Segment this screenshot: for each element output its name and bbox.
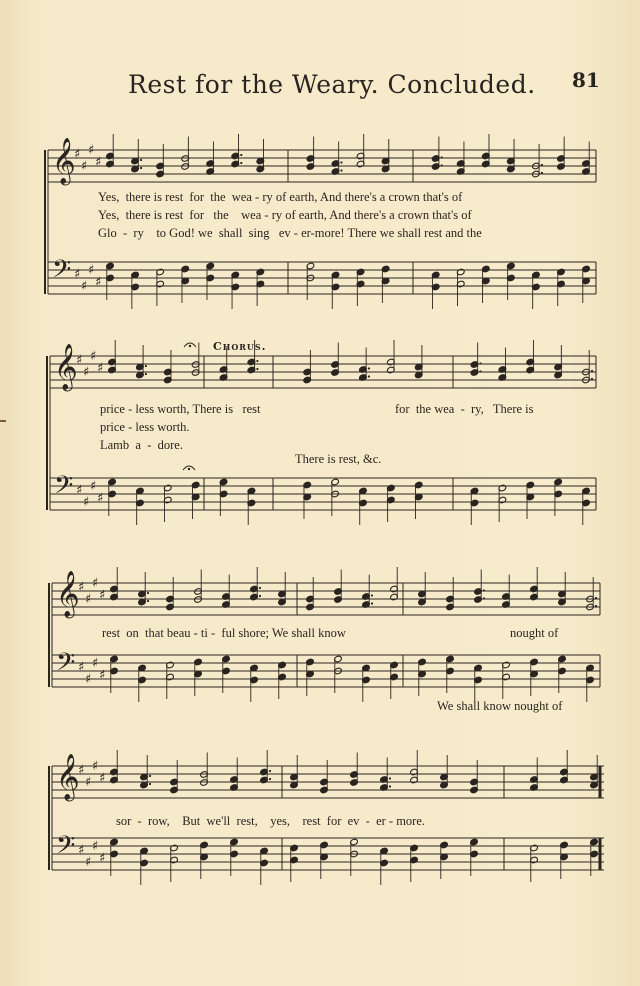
sharp-sign: ♯ — [95, 155, 102, 170]
lyric-chorus-line-1b: for the wea - ry, There is — [395, 402, 534, 416]
chorus-label: Chorus. — [213, 340, 267, 353]
dot — [259, 595, 261, 597]
dot — [483, 589, 485, 591]
lyric-verse-2: Yes, there is rest for the wea - ry of earth, And there's a crown that's of — [98, 208, 472, 222]
sharp-sign: ♯ — [90, 349, 97, 364]
dot — [595, 597, 597, 599]
dot — [441, 164, 443, 166]
dot — [256, 360, 258, 362]
bass-clef: 𝄢 — [56, 648, 76, 683]
sharp-sign: ♯ — [85, 855, 92, 870]
sharp-sign: ♯ — [92, 656, 99, 671]
fermata-dot — [189, 345, 191, 347]
lyric-line-4: sor - row, But we'll rest, yes, rest for ev - er - more. — [116, 814, 426, 828]
fermata-dot — [188, 468, 190, 470]
dot — [340, 161, 342, 163]
sharp-sign: ♯ — [88, 263, 95, 278]
sharp-sign: ♯ — [76, 483, 83, 498]
bass-clef: 𝄢 — [52, 255, 72, 290]
sharp-sign: ♯ — [88, 143, 95, 158]
dot — [149, 775, 151, 777]
bass-words-3: We shall know nought of — [437, 699, 563, 713]
sharp-sign: ♯ — [99, 668, 106, 683]
sharp-sign: ♯ — [83, 365, 90, 380]
dot — [441, 156, 443, 158]
dot — [269, 770, 271, 772]
dot — [371, 594, 373, 596]
sharp-sign: ♯ — [85, 592, 92, 607]
dot — [595, 605, 597, 607]
dot — [240, 162, 242, 164]
sharp-sign: ♯ — [90, 479, 97, 494]
lyric-chorus-line-3: Lamb a - dore. — [100, 438, 183, 452]
treble-clef: 𝄞 — [54, 344, 78, 390]
sharp-sign: ♯ — [76, 353, 83, 368]
sharp-sign: ♯ — [92, 839, 99, 854]
dot — [340, 169, 342, 171]
sharp-sign: ♯ — [99, 771, 106, 786]
sharp-sign: ♯ — [85, 775, 92, 790]
sharp-sign: ♯ — [83, 495, 90, 510]
bass-clef: 𝄢 — [54, 471, 74, 506]
sharp-sign: ♯ — [74, 267, 81, 282]
sharp-sign: ♯ — [97, 361, 104, 376]
sharp-sign: ♯ — [97, 491, 104, 506]
sharp-sign: ♯ — [78, 580, 85, 595]
dot — [479, 362, 481, 364]
sharp-sign: ♯ — [81, 159, 88, 174]
bass-words: There is rest, &c. — [295, 452, 382, 466]
dot — [269, 778, 271, 780]
dot — [147, 592, 149, 594]
dot — [149, 783, 151, 785]
sharp-sign: ♯ — [78, 843, 85, 858]
sharp-sign: ♯ — [85, 672, 92, 687]
dot — [591, 378, 593, 380]
sharp-sign: ♯ — [99, 851, 106, 866]
dot — [389, 785, 391, 787]
sharp-sign: ♯ — [95, 275, 102, 290]
lyric-verse-1: Yes, there is rest for the wea - ry of earth, And there's a crown that's of — [98, 190, 463, 204]
dot — [140, 167, 142, 169]
dot — [147, 600, 149, 602]
page-title: Rest for the Weary. Concluded. — [128, 70, 536, 99]
sharp-sign: ♯ — [92, 576, 99, 591]
sharp-sign: ♯ — [92, 759, 99, 774]
dot — [389, 777, 391, 779]
lyric-line-3b: nought of — [510, 626, 559, 640]
dot — [145, 365, 147, 367]
lyric-line-3a: rest on that beau - ti - ful shore; We shall know — [102, 626, 346, 640]
dot — [483, 597, 485, 599]
dot — [541, 172, 543, 174]
treble-clef: 𝄞 — [56, 754, 80, 800]
dot — [541, 164, 543, 166]
treble-clef: 𝄞 — [52, 138, 76, 184]
dot — [256, 368, 258, 370]
sharp-sign: ♯ — [74, 147, 81, 162]
treble-clef: 𝄞 — [56, 571, 80, 617]
dot — [145, 373, 147, 375]
dot — [479, 370, 481, 372]
bass-clef: 𝄢 — [56, 831, 76, 866]
page-number: 81 — [572, 68, 600, 92]
dot — [371, 602, 373, 604]
sharp-sign: ♯ — [78, 763, 85, 778]
lyric-chorus-line-1a: price - less worth, There is rest — [100, 402, 261, 416]
dot — [368, 375, 370, 377]
lyric-chorus-line-2: price - less worth. — [100, 420, 190, 434]
dot — [240, 154, 242, 156]
lyric-verse-3: Glo - ry to God! we shall sing ev - er-more! There we shall rest and the — [98, 226, 482, 240]
sharp-sign: ♯ — [78, 660, 85, 675]
dot — [591, 370, 593, 372]
sharp-sign: ♯ — [99, 588, 106, 603]
dot — [140, 159, 142, 161]
dot — [259, 587, 261, 589]
dot — [368, 367, 370, 369]
sharp-sign: ♯ — [81, 279, 88, 294]
